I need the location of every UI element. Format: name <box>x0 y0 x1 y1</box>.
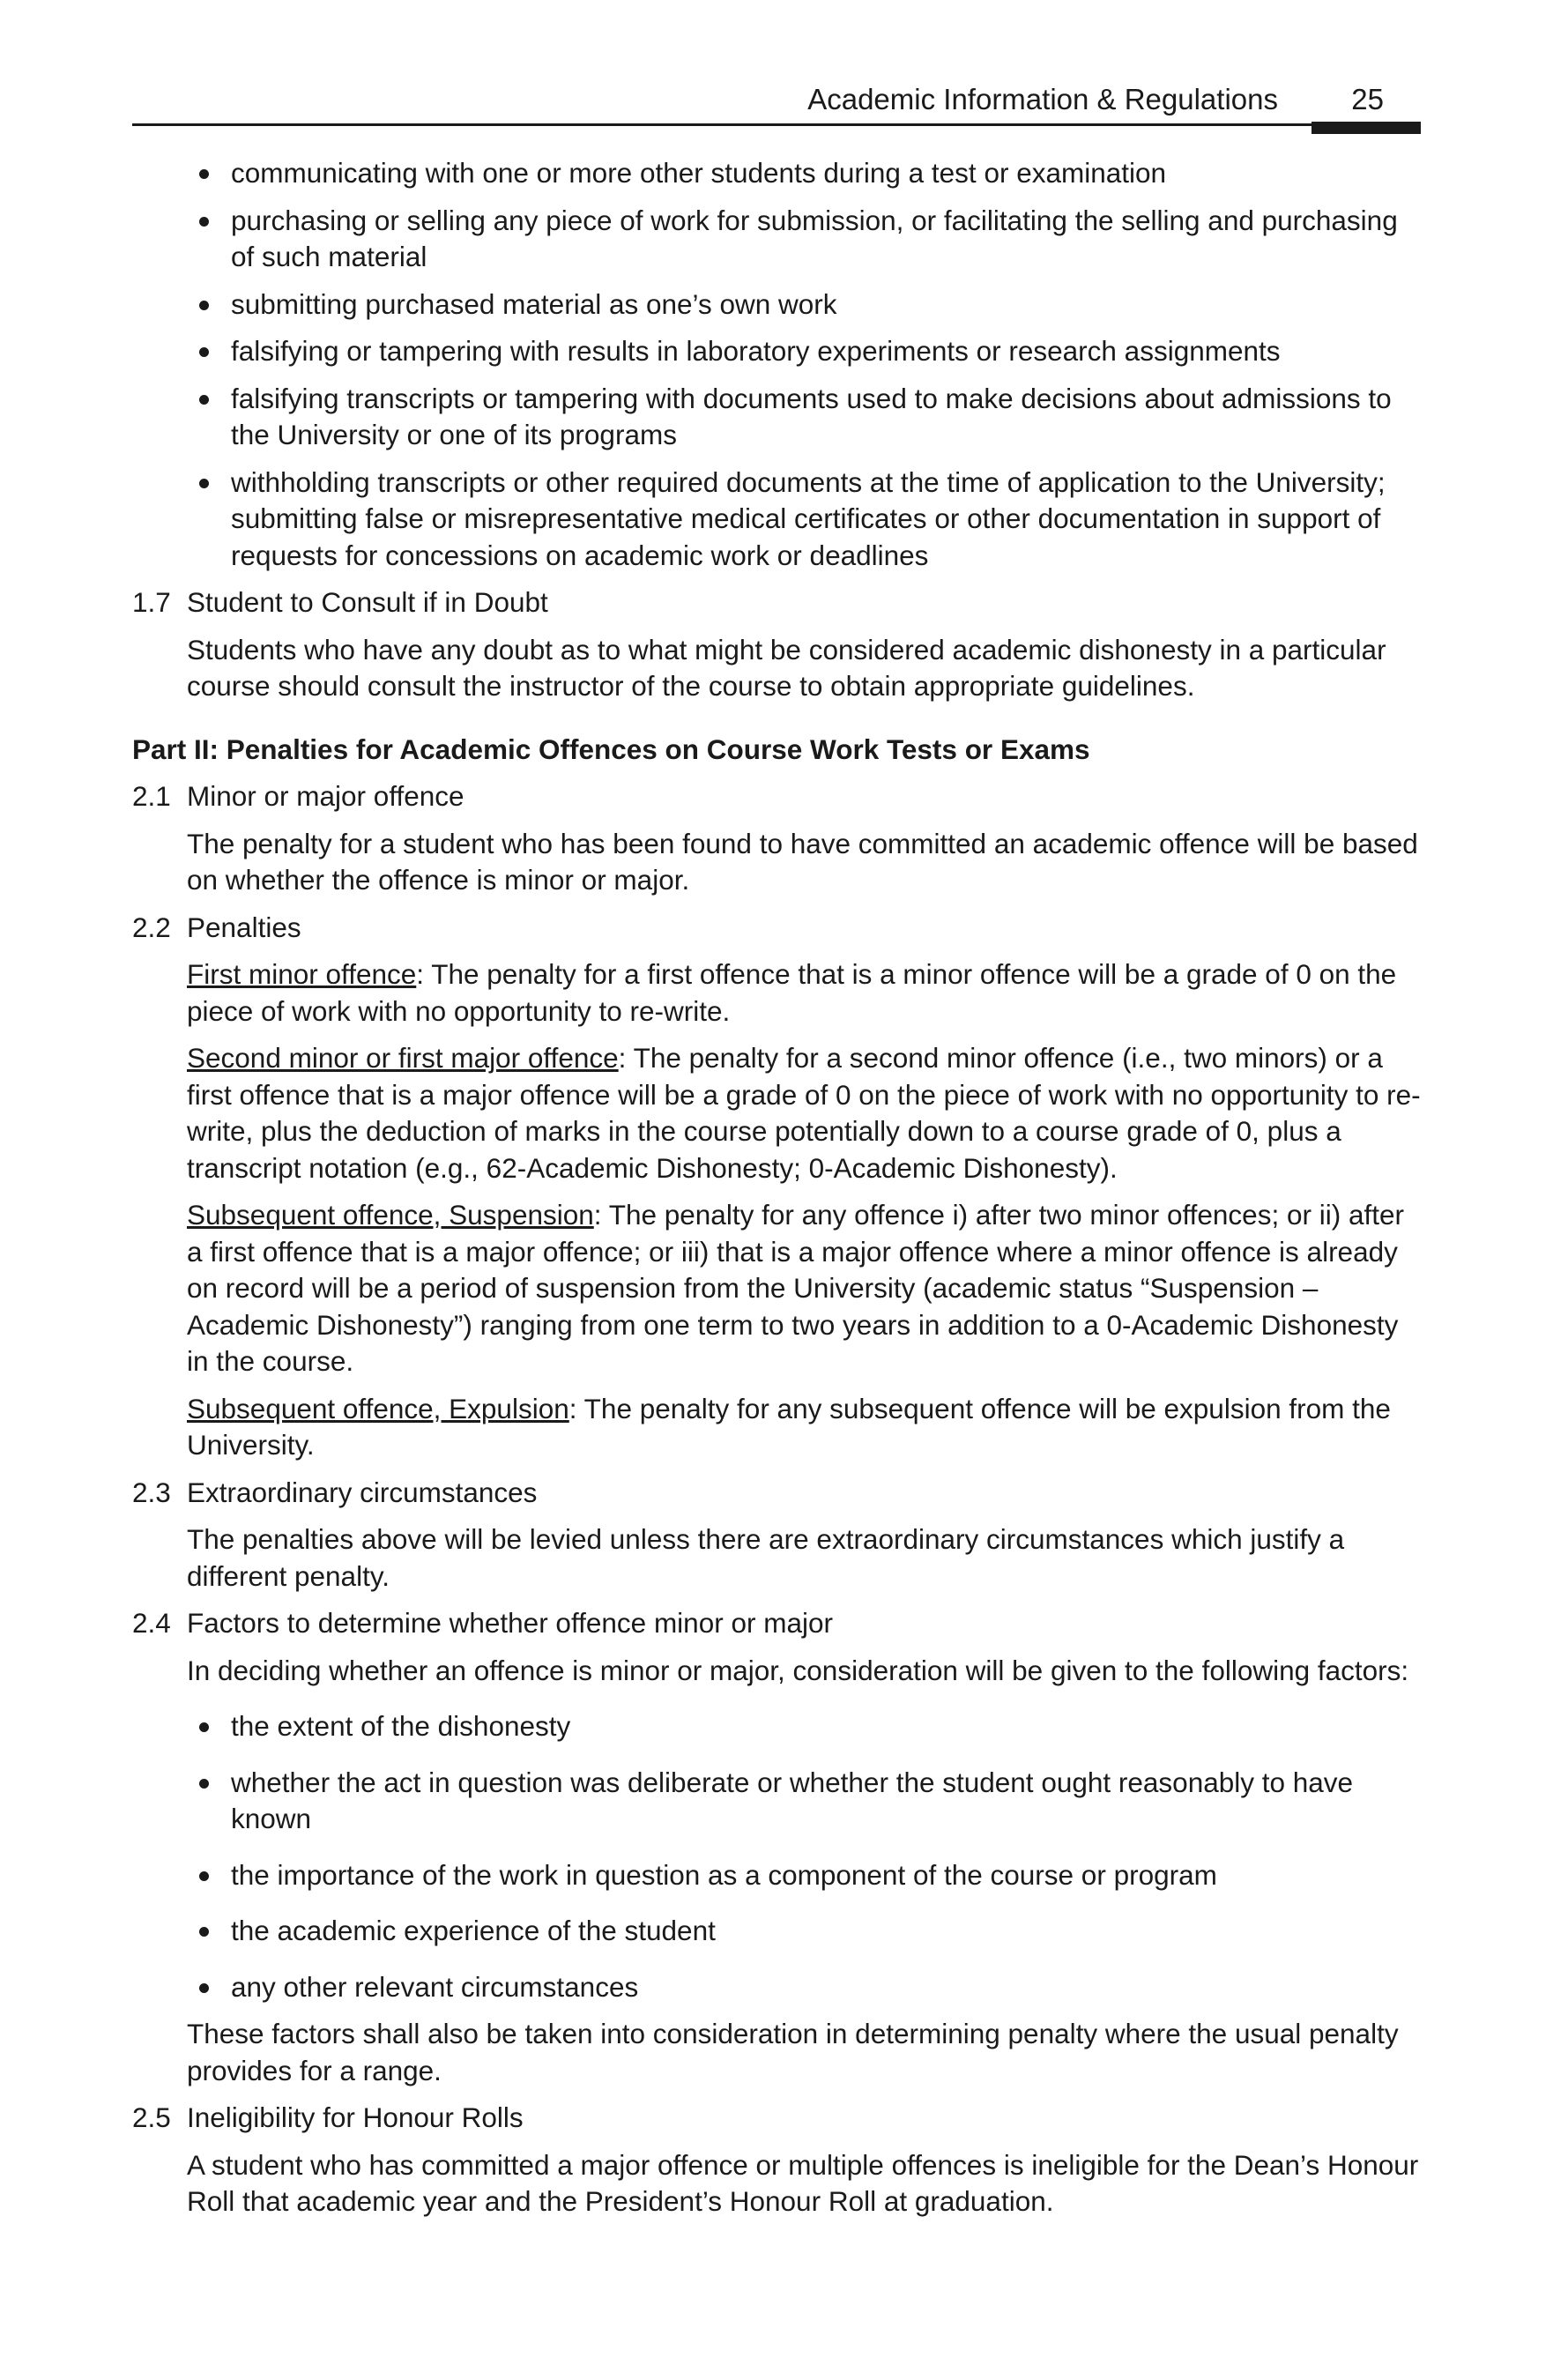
list-item: communicating with one or more other students during a test or examination <box>231 157 1167 189</box>
top-bullet-list <box>132 155 1421 574</box>
penalty-label: First minor offence <box>187 958 417 990</box>
section-2-5-heading <box>132 2100 1421 2137</box>
list-item: falsifying transcripts or tampering with documents used to make decisions about admissions to the University or one of its programs <box>231 382 1392 450</box>
page-number: 25 <box>1351 83 1384 115</box>
header-title: Academic Information & Regulations <box>807 83 1278 115</box>
section-1-7-heading <box>132 584 1421 621</box>
list-item: any other relevant circumstances <box>231 1970 639 2003</box>
list-item: submitting purchased material as one’s own work <box>231 287 837 320</box>
list-item: purchasing or selling any piece of work for submission, or facilitating the selling and purchasing of such material <box>231 204 1398 272</box>
factors-bullet-list <box>132 1708 1421 2005</box>
section-1-7-text: Students who have any doubt as to what might be considered academic dishonesty in a particular course should consult the instructor of the course to obtain appropriate guidelines. <box>187 633 1386 702</box>
section-title: Ineligibility for Honour Rolls <box>187 2101 524 2133</box>
header-tab-bar <box>1312 122 1421 134</box>
section-2-2-heading <box>132 910 1421 947</box>
running-header <box>132 78 1421 126</box>
penalty-first-minor: First minor offence: The penalty for a first offence that is a minor offence will be a grade of 0 on the piece of work with no opportunity to re-write. <box>187 958 1397 1027</box>
section-2-3-text: The penalties above will be levied unless there are extraordinary circumstances which justify a different penalty. <box>187 1523 1345 1592</box>
list-item: falsifying or tampering with results in laboratory experiments or research assignments <box>231 335 1281 367</box>
list-item: withholding transcripts or other required documents at the time of application to the University; submitting false or misrepresentative medical certificates or other documentation in support of requests for concessions on academic work or deadlines <box>231 465 1386 571</box>
list-item: whether the act in question was deliberate or whether the student ought reasonably to have known <box>231 1766 1354 1834</box>
section-number: 2.2 <box>132 911 171 943</box>
section-title: Factors to determine whether offence minor or major <box>187 1607 833 1639</box>
section-number: 1.7 <box>132 586 171 618</box>
section-number: 2.4 <box>132 1607 171 1639</box>
list-item: the importance of the work in question as a component of the course or program <box>231 1858 1217 1891</box>
list-item: the extent of the dishonesty <box>231 1710 571 1742</box>
section-number: 2.1 <box>132 780 171 812</box>
section-title: Student to Consult if in Doubt <box>187 586 548 618</box>
page-content <box>132 155 1421 2231</box>
penalty-second-minor: Second minor or first major offence: The penalty for a second minor offence (i.e., two minors) or a first offence that is a major offence will be a grade of 0 on the piece of work with no opportunity to re-write, plus the deduction of marks in the course potentially down to a course grade of 0, plus a transcript notation (e.g., 62-Academic Dishonesty; 0-Academic Dishonesty). <box>187 1042 1421 1184</box>
penalty-label: Subsequent offence, Expulsion <box>187 1392 569 1424</box>
section-2-1-text: The penalty for a student who has been found to have committed an academic offence will be based on whether the offence is minor or major. <box>187 827 1418 896</box>
section-2-4-heading <box>132 1605 1421 1642</box>
section-title: Extraordinary circumstances <box>187 1476 538 1508</box>
penalty-label: Second minor or first major offence <box>187 1042 619 1074</box>
section-2-5-text: A student who has committed a major offence or multiple offences is ineligible for the Dean’s Honour Roll that academic year and the President’s Honour Roll at graduation. <box>187 2148 1419 2217</box>
section-2-3-heading <box>132 1475 1421 1512</box>
section-2-4-after-text: These factors shall also be taken into consideration in determining penalty where the usual penalty provides for a range. <box>187 2018 1399 2086</box>
section-number: 2.3 <box>132 1476 171 1508</box>
part-2-heading: Part II: Penalties for Academic Offences on Course Work Tests or Exams <box>132 733 1090 765</box>
penalty-expulsion: Subsequent offence, Expulsion: The penalty for any subsequent offence will be expulsion from the University. <box>187 1392 1391 1461</box>
section-2-4-text: In deciding whether an offence is minor or major, consideration will be given to the following factors: <box>187 1654 1409 1686</box>
list-item: the academic experience of the student <box>231 1915 716 1946</box>
penalty-suspension: Subsequent offence, Suspension: The penalty for any offence i) after two minor offences; or ii) after a first offence that is a major offence; or iii) that is a major offence where a minor offence is already on record will be a period of suspension from the University (academic status “Suspension – Academic Dishonesty”) ranging from one term to two years in addition to a 0-Academic Dishonesty in the course. <box>187 1199 1404 1377</box>
section-title: Penalties <box>187 911 301 943</box>
penalty-label: Subsequent offence, Suspension <box>187 1199 594 1231</box>
section-title: Minor or major offence <box>187 780 464 812</box>
section-number: 2.5 <box>132 2101 171 2133</box>
section-2-1-heading <box>132 778 1421 815</box>
